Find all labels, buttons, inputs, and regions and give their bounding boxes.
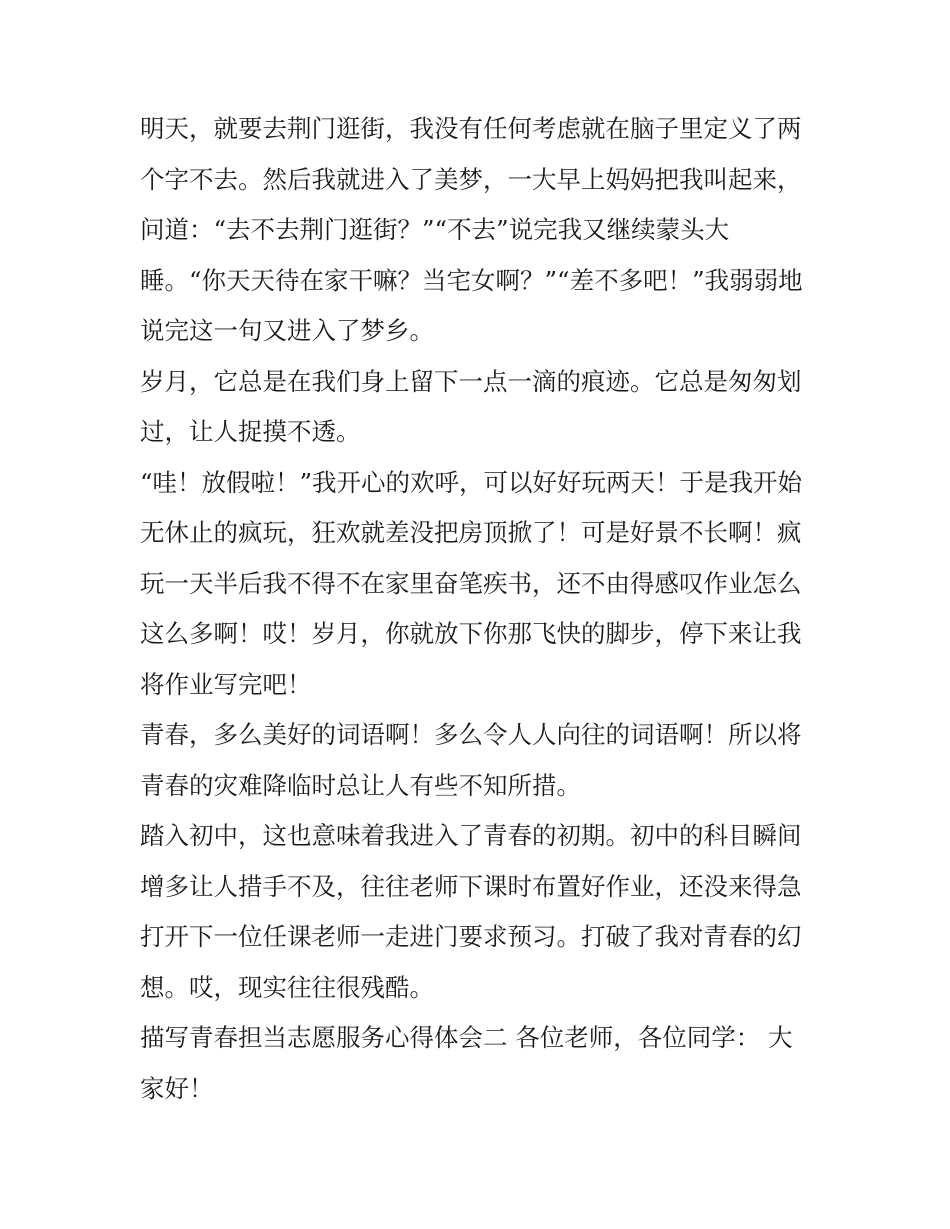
document-body — [140, 104, 820, 1114]
text-line: 家好！ — [140, 1073, 214, 1103]
text-line: 想。哎，现实往往很残酷。 — [140, 972, 434, 1002]
text-line: 明天，就要去荆门逛街，我没有任何考虑就在脑子里定义了两 — [140, 114, 802, 143]
text-line: 增多让人措手不及，往往老师下课时布置好作业，还没来得急 — [140, 871, 802, 901]
text-line: 青春的灾难降临时总让人有些不知所措。 — [140, 770, 581, 800]
text-line: 踏入初中，这也意味着我进入了青春的初期。初中的科目瞬间 — [140, 821, 802, 850]
text-line: 过，让人捉摸不透。 — [140, 417, 361, 446]
text-line: 无休止的疯玩，狂欢就差没把房顶掀了！可是好景不长啊！疯 — [140, 518, 802, 547]
text-line: “哇！放假啦！”我开心的欢呼，可以好好玩两天！于是我开始 — [140, 467, 803, 497]
text-line: 打开下一位任课老师一走进门要求预习。打破了我对青春的幻 — [140, 922, 802, 951]
text-line: 问道：“去不去荆门逛街？”“不去”说完我又继续蒙头大 — [140, 215, 730, 244]
text-line: 说完这一句又进入了梦乡。 — [140, 316, 434, 345]
text-line: 岁月，它总是在我们身上留下一点一滴的痕迹。它总是匆匆划 — [140, 366, 802, 396]
text-line: 玩一天半后我不得不在家里奋笔疾书，还不由得感叹作业怎么 — [140, 568, 802, 598]
text-line: 这么多啊！哎！岁月，你就放下你那飞快的脚步，停下来让我 — [140, 619, 802, 648]
text-line: 睡。“你天天待在家干嘛？当宅女啊？”“差不多吧！”我弱弱地 — [140, 265, 803, 295]
text-line: 将作业写完吧！ — [140, 669, 312, 699]
text-line: 描写青春担当志愿服务心得体会二 各位老师，各位同学： 大 — [140, 1023, 793, 1052]
text-line: 青春，多么美好的词语啊！多么令人人向往的词语啊！所以将 — [140, 720, 802, 749]
text-line: 个字不去。然后我就进入了美梦，一大早上妈妈把我叫起来， — [140, 164, 802, 194]
